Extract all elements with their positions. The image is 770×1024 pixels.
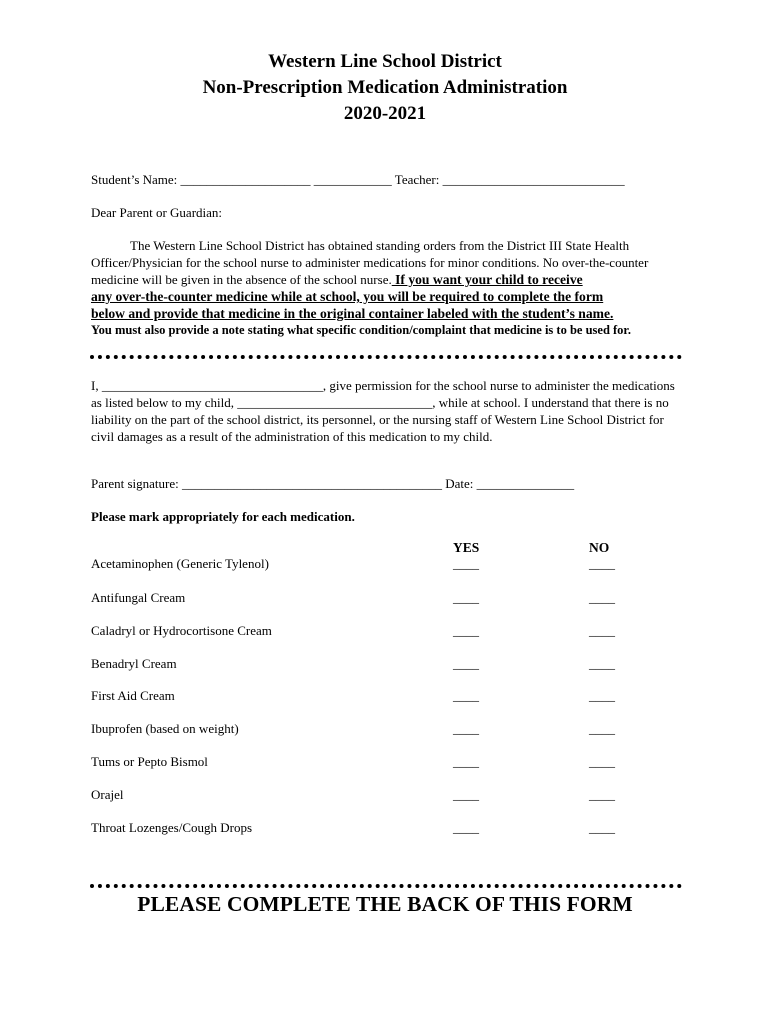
medication-name: Acetaminophen (Generic Tylenol) — [91, 556, 269, 571]
yes-column-header: YES — [453, 540, 480, 555]
intro-paragraph — [91, 237, 677, 288]
no-mark-blank[interactable]: ____ — [589, 656, 615, 671]
mark-instruction: Please mark appropriately for each medication. — [91, 509, 355, 524]
warning-line-2: below and provide that medicine in the original container labeled with the student’s name. — [91, 306, 614, 321]
form-title: Non-Prescription Medication Administration — [202, 77, 568, 98]
greeting: Dear Parent or Guardian: — [91, 205, 223, 220]
district-title: Western Line School District — [268, 51, 502, 72]
no-mark-blank[interactable]: ____ — [589, 721, 615, 736]
warning-line-2-text: below and provide that medicine in the original container labeled with the student’s name — [91, 306, 610, 321]
medication-name: Antifungal Cream — [91, 590, 186, 605]
signature-date-line[interactable]: Parent signature: ________________________________________ Date: _______________ — [91, 476, 575, 491]
medication-row — [91, 754, 631, 772]
yes-mark-blank[interactable]: ____ — [453, 688, 479, 703]
medication-name: Benadryl Cream — [91, 656, 177, 671]
medication-row — [91, 721, 631, 739]
yes-mark-blank[interactable]: ____ — [453, 556, 479, 571]
yes-mark-blank[interactable]: ____ — [453, 820, 479, 835]
medication-name: Throat Lozenges/Cough Drops — [91, 820, 253, 835]
yes-mark-blank[interactable]: ____ — [453, 623, 479, 638]
no-mark-blank[interactable]: ____ — [589, 623, 615, 638]
yes-mark-blank[interactable]: ____ — [453, 787, 479, 802]
no-column-header: NO — [589, 540, 610, 555]
no-mark-blank[interactable]: ____ — [589, 820, 615, 835]
no-mark-blank[interactable]: ____ — [589, 787, 615, 802]
medication-name: Tums or Pepto Bismol — [91, 754, 208, 769]
no-mark-blank[interactable]: ____ — [589, 688, 615, 703]
yes-mark-blank[interactable]: ____ — [453, 590, 479, 605]
medication-row — [91, 688, 631, 706]
yes-mark-blank[interactable]: ____ — [453, 656, 479, 671]
warning-inline: If you want your child to receive — [391, 272, 583, 287]
medication-name: First Aid Cream — [91, 688, 175, 703]
no-mark-blank[interactable]: ____ — [589, 590, 615, 605]
medication-row — [91, 787, 631, 805]
school-year: 2020-2021 — [343, 103, 427, 124]
permission-paragraph[interactable]: I, __________________________________, give permission for the school nurse to administer the medications as listed below to my child, ______________________________, while at school. I understand that there is no liability on the part of the school district, its personnel, or the nursing staff of Western Line School District for civil damages as a result of the administration of this medication to my child. — [91, 378, 675, 444]
medication-name: Caladryl or Hydrocortisone Cream — [91, 623, 272, 638]
intro-text: The Western Line School District has obtained standing orders from the District III State Health Officer/Physician for the school nurse to administer medications for minor conditions. No over-the-counter medicine will be given in the absence of the school nurse. — [91, 238, 652, 287]
student-teacher-line[interactable]: Student’s Name: ____________________ ____________ Teacher: ____________________________ — [91, 172, 625, 187]
no-mark-blank[interactable]: ____ — [589, 754, 615, 769]
medication-row — [91, 656, 631, 674]
medication-name: Ibuprofen (based on weight) — [91, 721, 239, 736]
note-text: You must also provide a note stating what specific condition/complaint that medicine is to be used for. — [91, 323, 631, 337]
medication-row — [91, 623, 631, 641]
medication-name: Orajel — [91, 787, 124, 802]
medication-row — [91, 820, 631, 838]
yes-mark-blank[interactable]: ____ — [453, 754, 479, 769]
footer-instruction: PLEASE COMPLETE THE BACK OF THIS FORM — [137, 892, 633, 916]
medication-row — [91, 590, 631, 608]
yes-mark-blank[interactable]: ____ — [453, 721, 479, 736]
medication-row — [91, 556, 631, 574]
dotted-divider-top — [90, 355, 682, 359]
dotted-divider-bottom — [90, 884, 682, 888]
warning-line-1: any over-the-counter medicine while at school, you will be required to complete the form — [91, 289, 604, 304]
no-mark-blank[interactable]: ____ — [589, 556, 615, 571]
